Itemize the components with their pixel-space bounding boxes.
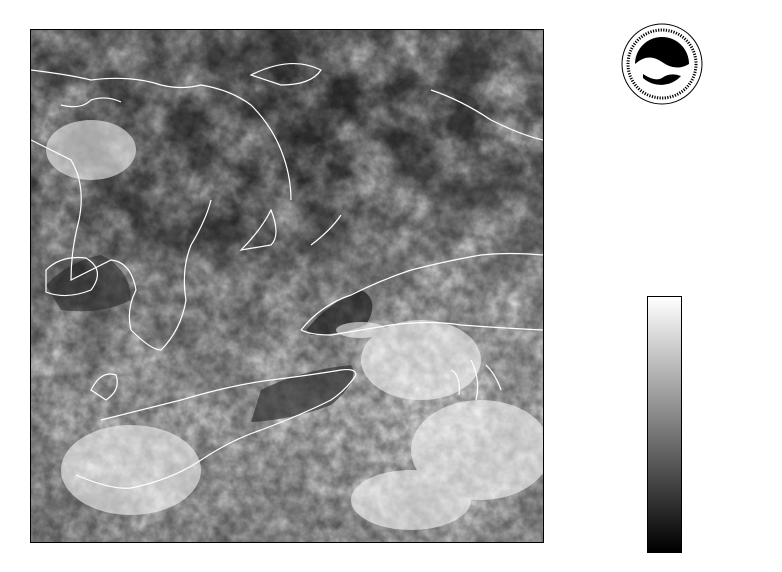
satellite-image-svg: [31, 30, 543, 542]
noaa-logo: [620, 22, 704, 106]
noaa-logo-svg: [620, 22, 704, 106]
satellite-image: [30, 29, 544, 543]
colorbar: [647, 296, 682, 553]
